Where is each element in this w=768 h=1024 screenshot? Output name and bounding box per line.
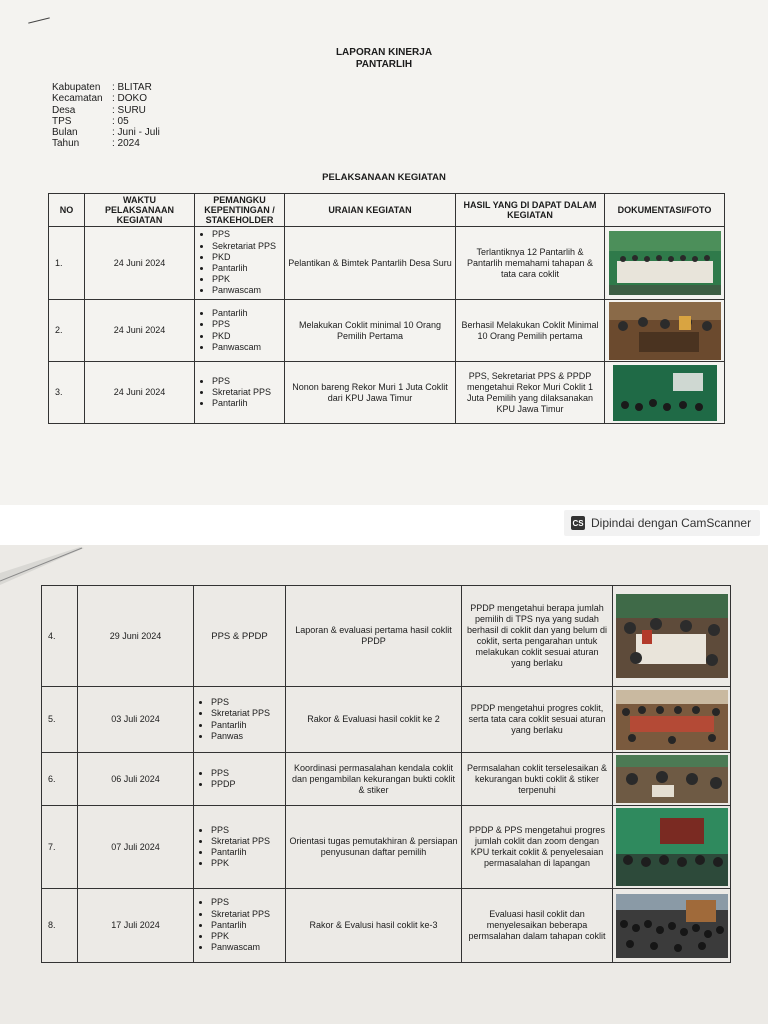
stakeholder-item: • Sekretariat PPS	[212, 241, 281, 252]
activity-table-page-1	[48, 193, 725, 424]
stakeholder-item: • PPDP	[211, 779, 282, 790]
table-row	[49, 362, 725, 424]
stakeholder-item: • PPK	[211, 931, 282, 942]
row-uraian: Pelantikan & Bimtek Pantarlih Desa Suru	[285, 227, 456, 300]
row-hasil: PPDP mengetahui berapa jumlah pemilih di TPS nya yang sudah berhasil di coklit dan yang belum di coklit, serta pengarahan untuk melakukan coklit sesuai aturan yang berlaku	[462, 586, 613, 687]
row-photo-cell	[613, 753, 731, 806]
row-photo-cell	[605, 362, 725, 424]
header-uraian: URAIAN KEGIATAN	[285, 194, 456, 227]
row-number: 8.	[42, 889, 78, 963]
row-hasil: Berhasil Melakukan Coklit Minimal 10 Orang Pemilih pertama	[456, 300, 605, 362]
stakeholder-item: • PPS	[212, 229, 281, 240]
info-row-kabupaten	[52, 82, 160, 93]
documentation-photo	[616, 894, 728, 958]
row-uraian: Rakor & Evaluasi hasil coklit ke 2	[286, 687, 462, 753]
stakeholder-item: • PPK	[212, 274, 281, 285]
table-header-row	[49, 194, 725, 227]
info-row-kecamatan	[52, 93, 160, 104]
row-stakeholders	[194, 753, 286, 806]
row-number: 6.	[42, 753, 78, 806]
row-number: 3.	[49, 362, 85, 424]
row-photo-cell	[605, 227, 725, 300]
row-photo-cell	[613, 889, 731, 963]
row-photo-cell	[605, 300, 725, 362]
info-label: TPS	[52, 115, 72, 127]
info-value: : DOKO	[112, 93, 148, 105]
row-date: 24 Juni 2024	[85, 300, 195, 362]
report-title: LAPORAN KINERJA	[335, 47, 433, 58]
table-row	[49, 227, 725, 300]
row-number: 7.	[42, 806, 78, 889]
stakeholder-item: • PPS	[212, 319, 281, 330]
table-row	[42, 687, 731, 753]
stakeholder-item: • PPS	[211, 697, 282, 708]
info-label: Kecamatan	[52, 93, 103, 105]
stakeholder-item: • Panwascam	[212, 285, 281, 296]
report-subtitle: PANTARLIH	[355, 59, 413, 70]
row-uraian: Orientasi tugas pemutakhiran & persiapan penyusunan daftar pemilih	[286, 806, 462, 889]
documentation-photo	[616, 594, 728, 678]
info-row-tahun	[52, 138, 160, 149]
row-stakeholders	[195, 300, 285, 362]
stakeholder-item: • PPK	[211, 858, 282, 869]
row-stakeholders	[194, 687, 286, 753]
documentation-photo	[616, 755, 728, 803]
documentation-photo	[609, 302, 721, 360]
header-waktu: WAKTU PELAKSANAAN KEGIATAN	[85, 194, 195, 227]
row-number: 1.	[49, 227, 85, 300]
stakeholder-item: • Pantarlih	[212, 263, 281, 274]
paper-fold-mark	[0, 545, 90, 585]
row-hasil: PPS, Sekretariat PPS & PPDP mengetahui Rekor Muri Coklit 1 Juta Pemilih yang dilaksanakan KPU Jawa Timur	[456, 362, 605, 424]
activity-table-page-2	[41, 585, 731, 963]
row-date: 24 Juni 2024	[85, 227, 195, 300]
report-info	[52, 82, 160, 150]
camscanner-label: Dipindai dengan CamScanner	[591, 516, 752, 530]
stakeholder-item: • Skretariat PPS	[211, 909, 282, 920]
stakeholder-item: • Skretariat PPS	[211, 708, 282, 719]
stakeholder-item: • PKD	[212, 252, 281, 263]
documentation-photo	[616, 808, 728, 886]
row-photo-cell	[613, 687, 731, 753]
info-value: : SURU	[112, 104, 146, 116]
stakeholder-item: • Pantarlih	[211, 847, 282, 858]
stakeholder-item: • PKD	[212, 331, 281, 342]
row-date: 24 Juni 2024	[85, 362, 195, 424]
stakeholder-item: • PPS	[211, 897, 282, 908]
stakeholder-item: • Pantarlih	[211, 720, 282, 731]
info-row-bulan	[52, 127, 160, 138]
info-row-desa	[52, 105, 160, 116]
row-stakeholders	[195, 362, 285, 424]
row-uraian: Laporan & evaluasi pertama hasil coklit PPDP	[286, 586, 462, 687]
row-uraian: Melakukan Coklit minimal 10 Orang Pemilih Pertama	[285, 300, 456, 362]
row-stakeholders	[194, 806, 286, 889]
row-hasil: PPDP mengetahui progres coklit, serta tata cara coklit sesuai aturan yang berlaku	[462, 687, 613, 753]
info-value: : 2024	[112, 138, 140, 150]
row-hasil: Terlantiknya 12 Pantarlih & Pantarlih memahami tahapan & tata cara coklit	[456, 227, 605, 300]
info-value: : BLITAR	[112, 82, 152, 93]
stakeholder-item: • Panwas	[211, 731, 282, 742]
camscanner-icon: CS	[571, 516, 585, 530]
row-uraian: Rakor & Evalusi hasil coklit ke-3	[286, 889, 462, 963]
section-title: PELAKSANAAN KEGIATAN	[322, 172, 446, 183]
info-label: Bulan	[52, 127, 78, 139]
stakeholder-item: • Pantarlih	[212, 398, 281, 409]
table-row	[49, 300, 725, 362]
header-dokumentasi: DOKUMENTASI/FOTO	[605, 194, 725, 227]
stakeholder-item: • Skretariat PPS	[212, 387, 281, 398]
row-date: 03 Juli 2024	[78, 687, 194, 753]
stakeholder-item: • Pantarlih	[211, 920, 282, 931]
documentation-photo	[613, 365, 717, 421]
stakeholder-item: • Pantarlih	[212, 308, 281, 319]
camscanner-watermark	[564, 510, 760, 536]
info-value: : 05	[112, 115, 129, 127]
stakeholder-item: • PPS	[211, 768, 282, 779]
row-stakeholders	[194, 889, 286, 963]
stakeholder-item: • Skretariat PPS	[211, 836, 282, 847]
header-pemangku: PEMANGKU KEPENTINGAN / STAKEHOLDER	[195, 194, 285, 227]
row-uraian: Koordinasi permasalahan kendala coklit dan pengambilan kekurangan bukti coklit & stiker	[286, 753, 462, 806]
header-hasil: HASIL YANG DI DAPAT DALAM KEGIATAN	[456, 194, 605, 227]
row-number: 4.	[42, 586, 78, 687]
documentation-photo	[609, 231, 721, 295]
row-date: 06 Juli 2024	[78, 753, 194, 806]
table-row	[42, 586, 731, 687]
info-label: Kabupaten	[52, 82, 101, 93]
table-row	[42, 806, 731, 889]
row-uraian: Nonon bareng Rekor Muri 1 Juta Coklit dari KPU Jawa Timur	[285, 362, 456, 424]
table-row	[42, 753, 731, 806]
stakeholder-item: • Panwascam	[211, 942, 282, 953]
row-stakeholders: PPS & PPDP	[194, 586, 286, 687]
info-label: Desa	[52, 104, 76, 116]
row-number: 2.	[49, 300, 85, 362]
row-date: 17 Juli 2024	[78, 889, 194, 963]
info-value: : Juni - Juli	[112, 127, 160, 139]
documentation-photo	[616, 690, 728, 750]
row-number: 5.	[42, 687, 78, 753]
row-date: 29 Juni 2024	[78, 586, 194, 687]
row-date: 07 Juli 2024	[78, 806, 194, 889]
stakeholder-item: • PPS	[212, 376, 281, 387]
info-row-tps	[52, 116, 160, 127]
row-photo-cell	[613, 586, 731, 687]
row-hasil: PPDP & PPS mengetahui progres jumlah coklit dan zoom dengan KPU terkait coklit & penyelesaian permasalahan di lapangan	[462, 806, 613, 889]
row-hasil: Evaluasi hasil coklit dan menyelesaikan beberapa permsalahan dalam tahapan coklit	[462, 889, 613, 963]
stakeholder-item: • Panwascam	[212, 342, 281, 353]
info-label: Tahun	[52, 138, 80, 150]
row-photo-cell	[613, 806, 731, 889]
row-stakeholders	[195, 227, 285, 300]
row-hasil: Permsalahan coklit terselesaikan & kekurangan bukti coklit & stiker terpenuhi	[462, 753, 613, 806]
table-row	[42, 889, 731, 963]
stakeholder-item: • PPS	[211, 825, 282, 836]
header-no: NO	[49, 194, 85, 227]
